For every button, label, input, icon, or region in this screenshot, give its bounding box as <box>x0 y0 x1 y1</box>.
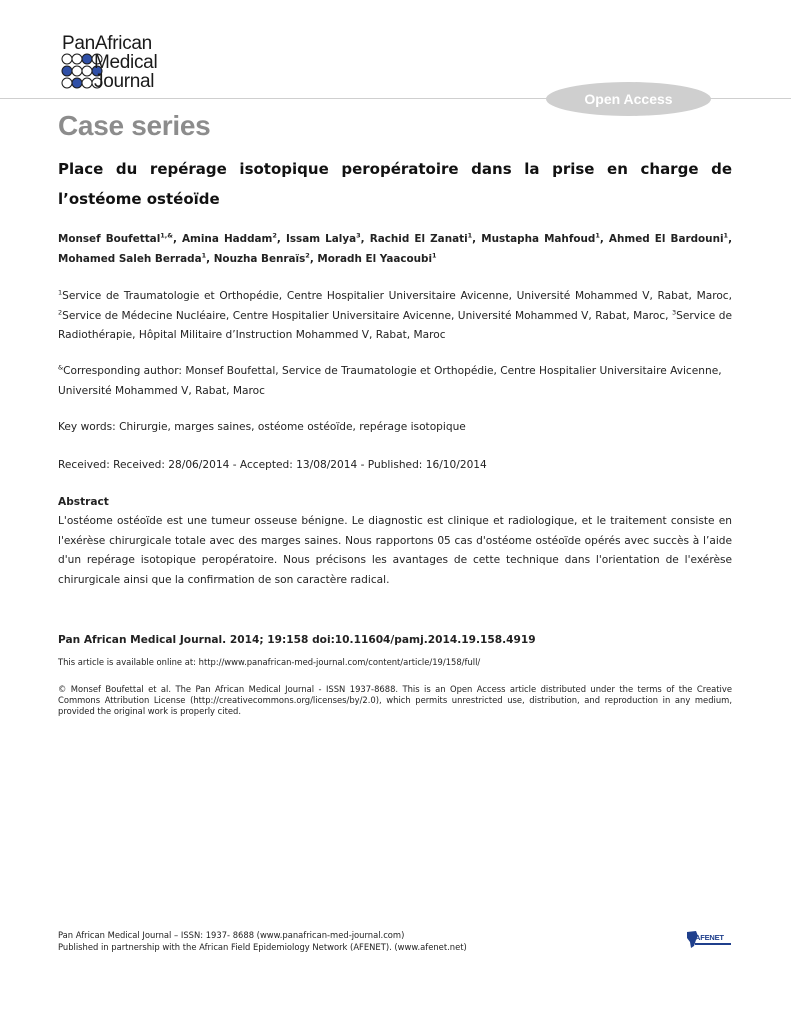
author-affiliation-marker: 1,& <box>160 231 173 240</box>
author-name: Mohamed Saleh Berrada <box>58 252 202 265</box>
author-name: Rachid El Zanati <box>369 233 468 245</box>
open-access-badge: Open Access <box>546 82 711 116</box>
affiliations <box>58 287 732 346</box>
keywords: Key words: Chirurgie, marges saines, ostéome ostéoïde, repérage isotopique <box>58 421 466 433</box>
citation-line: Pan African Medical Journal. 2014; 19:158 doi:10.11604/pamj.2014.19.158.4919 <box>58 634 536 646</box>
page-footer <box>58 930 467 953</box>
footer-line-issn: Pan African Medical Journal – ISSN: 1937- 8688 (www.panafrican-med-journal.com) <box>58 930 405 940</box>
available-online-note: This article is available online at: http://www.panafrican-med-journal.com/content/article/19/158/full/ <box>58 657 481 667</box>
corresponding-marker: & <box>58 363 64 372</box>
affiliation-marker: 3 <box>671 307 677 316</box>
abstract-heading: Abstract <box>58 496 109 508</box>
author-affiliation-marker: 3 <box>356 231 361 240</box>
journal-logo <box>58 34 198 96</box>
author-name: Nouzha Benraïs <box>213 252 306 265</box>
afenet-logo-text: AFENET <box>695 933 724 942</box>
author-affiliation-marker: 1 <box>432 251 437 260</box>
footer-line-partnership: Published in partnership with the African Field Epidemiology Network (AFENET). (www.afenet.net) <box>58 941 467 952</box>
author-name: Moradh El Yaacoubi <box>317 252 433 265</box>
license-statement: © Monsef Boufettal et al. The Pan African Medical Journal - ISSN 1937-8688. This is an Open Access article distributed under the terms of the Creative Commons Attribution License (http://creativecommons.org/licenses/by/2.0), which permits unrestricted use, distribution, and reproduction in any medium, provided the original work is properly cited. <box>58 684 732 717</box>
author-affiliation-marker: 1 <box>201 251 207 260</box>
author-name: Monsef Boufettal <box>58 233 161 245</box>
author-affiliation-marker: 1 <box>467 231 473 240</box>
author-name: Mustapha Mahfoud <box>481 233 596 245</box>
author-name: Amina Haddam <box>182 233 273 245</box>
affiliation-text: Service de Traumatologie et Orthopédie, Centre Hospitalier Universitaire Avicenne, Université Mohammed V, Rabat, Maroc, <box>62 290 732 302</box>
publication-dates: Received: Received: 28/06/2014 - Accepted: 13/08/2014 - Published: 16/10/2014 <box>58 459 487 471</box>
author-affiliation-marker: 2 <box>305 251 310 260</box>
author-list: Monsef Boufettal$^{1,\&}$, Amina Haddam$^2$, Issam Lalya$^3$, Rachid El Zanati$^1$, Mustapha Mahfoud$^1$, Ahmed El Bardouni$^1$, Mohamed Saleh Berrada$^1$, Nouzha Benraïs$^2$, Moradh El Yaacoubi$^1$ <box>58 231 733 265</box>
author-affiliation-marker: 1 <box>595 231 600 240</box>
logo-text-line2: Medical <box>94 52 158 73</box>
author-affiliation-marker: 2 <box>272 231 277 240</box>
section-label: Case series <box>58 110 211 141</box>
abstract-text: L'ostéome ostéoïde est une tumeur osseuse bénigne. Le diagnostic est clinique et radiologique, et le traitement consiste en l'exérèse chirurgicale totale avec des marges saines. Nous rapportons 05 cas d'ostéome ostéoïde opérés avec succès à l’aide d'un repérage isotopique peropératoire. Nous précisons les avantages de cette technique dans l'orientation de l'exérèse chirurgicale ainsi que la confirmation de son caractère radical. <box>58 515 732 586</box>
affiliation-text: Service de Médecine Nucléaire, Centre Hospitalier Universitaire Avicenne, Université Mohammed V, Rabat, Maroc, <box>62 309 672 322</box>
article-title: Place du repérage isotopique peropératoire dans la prise en charge de l’ostéome ostéoïde <box>58 160 732 208</box>
logo-text-line1: PanAfrican <box>62 33 152 54</box>
author-affiliation-marker: 1 <box>723 231 729 240</box>
afenet-logo <box>684 928 734 952</box>
corresponding-author <box>58 362 732 401</box>
affiliation-marker: 1 <box>58 288 63 297</box>
author-name: Ahmed El Bardouni <box>608 233 724 245</box>
affiliation-marker: 2 <box>58 307 63 316</box>
logo-text-line3: Journal <box>94 71 155 92</box>
author-name: Issam Lalya <box>285 233 357 245</box>
corresponding-text: Corresponding author: Monsef Boufettal, Service de Traumatologie et Orthopédie, Centre Hospitalier Universitaire Avicenne, Université Mohammed V, Rabat, Maroc <box>58 365 722 397</box>
affiliation-text: Service de Radiothérapie, Hôpital Militaire d’Instruction Mohammed V, Rabat, Maroc <box>58 309 732 341</box>
